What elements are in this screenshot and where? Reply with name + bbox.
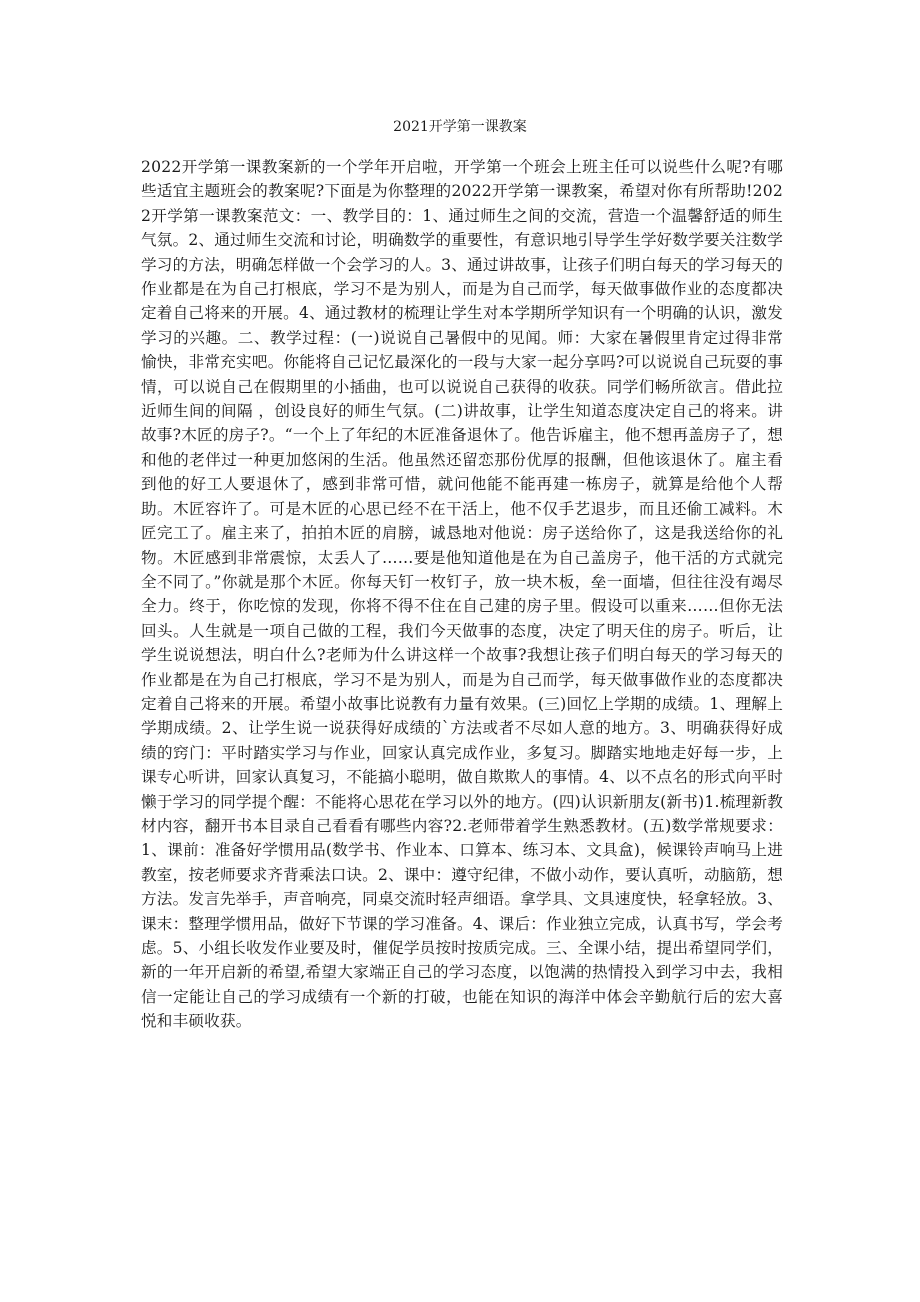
document-body: 2022开学第一课教案新的一个学年开启啦，开学第一个班会上班主任可以说些什么呢?有哪些适宜主题班会的教案呢?下面是为你整理的2022开学第一课教案，希望对你有所帮助!2022开学第一课教案范文：一、教学目的：1、通过师生之间的交流，营造一个温馨舒适的师生气氛。2、通过师生交流和讨论，明确数学的重要性，有意识地引导学生学好数学要关注数学学习的方法，明确怎样做一个会学习的人。3、通过讲故事，让孩子们明白每天的学习每天的作业都是在为自己打根底，学习不是为别人，而是为自己而学，每天做事做作业的态度都决定着自己将来的开展。4、通过教材的梳理让学生对本学期所学知识有一个明确的认识，激发学习的兴趣。二、教学过程：(一)说说自己暑假中的见闻。师：大家在暑假里肯定过得非常愉快，非常充实吧。你能将自己记忆最深化的一段与大家一起分享吗?可以说说自己玩耍的事情，可以说自己在假期里的小插曲，也可以说说自己获得的收获。同学们畅所欲言。借此拉近师生间的间隔 ，创设良好的师生气氛。(二)讲故事，让学生知道态度决定自己的将来。讲故事?木匠的房子?。“一个上了年纪的木匠准备退休了。他告诉雇主，他不想再盖房子了，想和他的老伴过一种更加悠闲的生活。他虽然还留恋那份优厚的报酬，但他该退休了。雇主看到他的好工人要退休了，感到非常可惜，就问他能不能再建一栋房子，就算是给他个人帮助。木匠容许了。可是木匠的心思已经不在干活上，他不仅手艺退步，而且还偷工减料。木匠完工了。雇主来了，拍拍木匠的肩膀，诚恳地对他说：房子送给你了，这是我送给你的礼物。木匠感到非常震惊，太丢人了……要是他知道他是在为自己盖房子，他干活的方式就完全不同了。”你就是那个木匠。你每天钉一枚钉子，放一块木板，垒一面墙，但往往没有竭尽全力。终于，你吃惊的发现，你将不得不住在自己建的房子里。假设可以重来……但你无法回头。人生就是一项自己做的工程，我们今天做事的态度，决定了明天住的房子。听后，让学生说说想法，明白什么?老师为什么讲这样一个故事?我想让孩子们明白每天的学习每天的作业都是在为自己打根底，学习不是为别人，而是为自己而学，每天做事做作业的态度都决定着自己将来的开展。希望小故事比说教有力量有效果。(三)回忆上学期的成绩。1、理解上学期成绩。2、让学生说一说获得好成绩的`方法或者不尽如人意的地方。3、明确获得好成绩的窍门：平时踏实学习与作业，回家认真完成作业，多复习。脚踏实地地走好每一步，上课专心听讲，回家认真复习，不能搞小聪明，做自欺欺人的事情。4、以不点名的形式向平时懒于学习的同学提个醒：不能将心思花在学习以外的地方。(四)认识新朋友(新书)1.梳理新教材内容，翻开书本目录自己看看有哪些内容?2.老师带着学生熟悉教材。(五)数学常规要求：1、课前：准备好学惯用品(数学书、作业本、口算本、练习本、文具盒)，候课铃声响马上进教室，按老师要求齐背乘法口诀。2、课中：遵守纪律，不做小动作，要认真听，动脑筋，想方法。发言先举手，声音响亮，同桌交流时轻声细语。拿学具、文具速度快，轻拿轻放。3、课末：整理学惯用品，做好下节课的学习准备。4、课后：作业独立完成，认真书写，学会考虑。5、小组长收发作业要及时，催促学员按时按质完成。三、全课小结，提出希望同学们，新的一年开启新的希望,希望大家端正自己的学习态度，以饱满的热情投入到学习中去，我相信一定能让自己的学习成绩有一个新的打破，也能在知识的海洋中体会辛勤航行后的宏大喜悦和丰硕收获。 — [141, 158, 783, 1031]
document-title: 2021开学第一课教案 — [393, 119, 527, 135]
